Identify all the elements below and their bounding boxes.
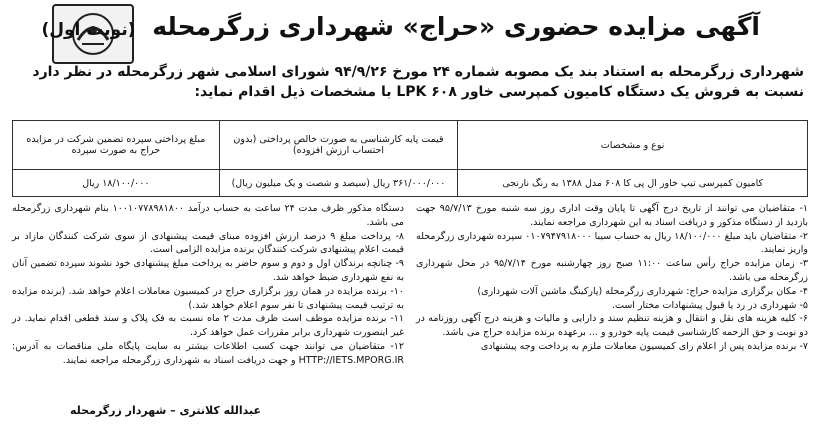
condition-item: ۵- شهرداری در رد یا قبول پیشنهادات مختار است. [611, 299, 808, 311]
condition-item: ۸- پرداخت مبلغ ۹ درصد ارزش افزوده مبنای قیمت پیشنهادی از سوی شرکت کنندگان مازاد بر قیمت اعلام پیشنهادی شرکت کنندگان برنده مزایده الزامی است. [12, 230, 404, 256]
condition-item: ۱۲- متقاضیان می توانند جهت کسب اطلاعات بیشتر به سایت پایگاه ملی مناقصات به آدرس: HTTP://IETS.MPORG.IR و جهت دریافت اسناد به شهرداری زرگرمحله مراجعه نمایند. [12, 340, 404, 366]
condition-item: ۱۱- برنده مزایده موظف است ظرف مدت ۲ ماه نسبت به فک پلاک و سند قطعی اقدام نماید. در غیر اینصورت شهرداری برابر مقررات عمل خواهد کرد. [12, 313, 404, 339]
condition-item: ۹- چنانچه برندگان اول و دوم و سوم حاضر به پرداخت مبلغ پیشنهادی خود نشوند سپرده تضمین آنان به نفع شهرداری ضبط خواهد شد. [12, 258, 404, 283]
edition-label: (نوبت اول) [41, 20, 136, 40]
condition-item: ۱- متقاضیان می توانند از تاریخ درج آگهی تا پایان وقت اداری روز سه شنبه مورخ ۹۵/۷/۱۳ جهت بازدید از دستگاه مذکور و دریافت اسناد به این شهرداری مراجعه نمایند. [416, 203, 808, 228]
condition-item: ۲- متقاضیان باید مبلغ ۱۸/۱۰۰/۰۰۰ ریال به حساب سیبا ۰۱۰۷۹۴۷۹۱۸۰۰۰ سپرده شهرداری زرگرمحله واریز نمایند. [416, 230, 808, 256]
cell-deposit: ۱۸/۱۰۰/۰۰۰ ریال [13, 170, 220, 197]
header-base-price: قیمت پایه کارشناسی به صورت خالص پرداختی (بدون احتساب ارزش افزوده) [219, 121, 458, 170]
notice-title [41, 12, 760, 41]
condition-item: ۱۰- برنده مزایده در همان روز برگزاری حراج در کمیسیون معاملات اعلام خواهد شد. (برنده مزایده به ترتیب قیمت پیشنهادی تا نفر سوم اعلام خواهد شد.) [12, 285, 404, 311]
header-deposit: مبلغ پرداختی سپرده تضمین شرکت در مزایده حراج به صورت سپرده [13, 121, 220, 170]
cell-vehicle: کامیون کمپرسی تیپ خاور ال پی کا ۶۰۸ مدل ۱۳۸۸ به رنگ نارنجی [458, 170, 808, 197]
intro-paragraph: شهرداری زرگرمحله به استناد بند یک مصوبه شماره ۲۴ مورخ ۹۴/۹/۲۶ شورای اسلامی شهر زرگرمحله در نظر دارد نسبت به فروش یک دستگاه کامیون کمپرسی خاور LPK ۶۰۸ با مشخصات ذیل اقدام نماید: [32, 64, 804, 100]
header-type: نوع و مشخصات [458, 121, 808, 170]
condition-item: دستگاه مذکور ظرف مدت ۲۴ ساعت به حساب درآمد ۱۰۰۱۰۷۷۸۹۸۱۸۰۰ بنام شهرداری زرگرمحله می باشد. [12, 203, 404, 228]
title-text: آگهی مزایده حضوری «حراج» شهرداری زرگرمحله [152, 12, 760, 41]
conditions-right-column [416, 202, 808, 354]
conditions-section [12, 202, 808, 438]
condition-item: ۶- کلیه هزینه های نقل و انتقال و هزینه تنظیم سند و دارایی و مالیات و هزینه درج آگهی روزنامه در دو نوبت و حق الزحمه کارشناسی قیمت پایه خودرو و ... برعهده برنده مزایده حراج می باشد. [416, 313, 808, 339]
specification-table [12, 120, 808, 197]
condition-item: ۳- زمان مزایده حراج رأس ساعت ۱۱:۰۰ صبح روز چهارشنبه مورخ ۹۵/۷/۱۴ در محل شهرداری زرگرمحله می باشد. [416, 258, 808, 283]
cell-base-price: ۳۶۱/۰۰۰/۰۰۰ ریال (سیصد و شصت و یک میلیون ریال) [219, 170, 458, 197]
table-row [13, 170, 808, 197]
mayor-signature: عبدالله کلانتری – شهردار زرگرمحله [70, 404, 262, 417]
conditions-left-column [12, 202, 404, 368]
condition-item: ۷- برنده مزایده پس از اعلام رای کمیسیون معاملات ملزم به پرداخت وجه پیشنهادی [480, 340, 808, 352]
condition-item: ۴- مکان برگزاری مزایده حراج: شهرداری زرگرمحله (پارکینگ ماشین آلات شهرداری) [477, 285, 808, 297]
table-header-row [13, 121, 808, 170]
